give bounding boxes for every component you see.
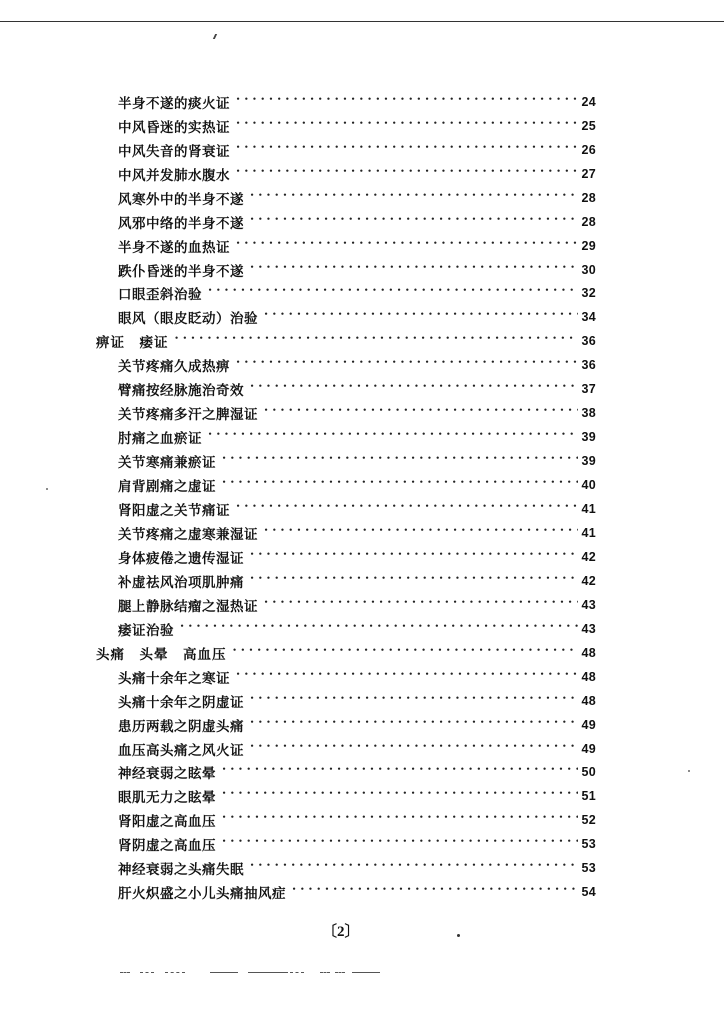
toc-entry (118, 785, 596, 809)
toc-entry-page: 30 (581, 262, 596, 277)
toc-entry (118, 210, 596, 234)
toc-entry-page: 42 (581, 549, 596, 564)
toc-entry (118, 449, 596, 473)
toc-dot-leader (236, 671, 578, 683)
toc-entry-page: 48 (581, 693, 596, 708)
toc-dot-leader (208, 287, 578, 299)
toc-entry-page: 28 (581, 190, 596, 205)
toc-entry (118, 617, 596, 641)
toc-entry-page: 34 (581, 310, 596, 325)
toc-entry-title: 眼肌无力之眩晕 (118, 790, 216, 807)
toc-entry (118, 880, 596, 904)
toc-entry-title: 痹证 痿证 (96, 335, 169, 352)
toc-entry-page: 39 (581, 430, 596, 445)
toc-entry (118, 186, 596, 210)
bottom-scan-marks (120, 970, 400, 976)
toc-dot-leader (250, 551, 578, 563)
scan-speck (46, 488, 48, 490)
toc-section-heading (96, 641, 596, 665)
toc-entry-title: 半身不遂的血热证 (118, 239, 230, 256)
toc-entry-page: 38 (581, 406, 596, 421)
toc-entry-title: 肘痛之血瘀证 (118, 431, 202, 448)
toc-entry (118, 138, 596, 162)
toc-dot-leader (236, 120, 578, 132)
toc-entry-title: 痿证治验 (118, 622, 174, 639)
toc-dot-leader (250, 264, 578, 276)
toc-entry-page: 53 (581, 861, 596, 876)
scan-speck (688, 770, 690, 772)
toc-dot-leader (236, 144, 578, 156)
toc-entry-page: 48 (581, 645, 596, 660)
toc-dot-leader (222, 814, 578, 826)
toc-entry-title: 头痛十余年之阴虚证 (118, 694, 244, 711)
toc-entry (118, 306, 596, 330)
toc-entry-page: 28 (581, 214, 596, 229)
toc-entry-page: 48 (581, 669, 596, 684)
toc-dot-leader (208, 431, 578, 443)
toc-entry-page: 36 (581, 334, 596, 349)
toc-dot-leader (222, 766, 578, 778)
toc-entry-page: 36 (581, 358, 596, 373)
toc-dot-leader (250, 719, 578, 731)
toc-entry (118, 545, 596, 569)
toc-entry-page: 24 (581, 94, 596, 109)
toc-entry (118, 377, 596, 401)
scan-mark (213, 34, 217, 39)
toc-entry-title: 肩背剧痛之虚证 (118, 479, 216, 496)
toc-dot-leader (236, 503, 578, 515)
table-of-contents (0, 90, 724, 912)
toc-entry-page: 43 (581, 597, 596, 612)
toc-entry-page: 52 (581, 813, 596, 828)
toc-entry-title: 关节疼痛久成热痹 (118, 359, 230, 376)
toc-entry (118, 809, 596, 833)
toc-dot-leader (233, 647, 579, 659)
toc-entry-page: 37 (581, 382, 596, 397)
toc-dot-leader (222, 479, 578, 491)
toc-entry-page: 32 (581, 286, 596, 301)
toc-entry-title: 中风并发肺水腹水 (118, 167, 230, 184)
toc-entry-page: 29 (581, 238, 596, 253)
toc-entry-title: 眼风（眼皮眨动）治验 (118, 311, 258, 328)
toc-dot-leader (250, 862, 578, 874)
toc-entry (118, 737, 596, 761)
toc-entry (118, 521, 596, 545)
toc-entry (118, 114, 596, 138)
toc-entry (118, 234, 596, 258)
toc-dot-leader (292, 886, 578, 898)
toc-dot-leader (222, 790, 578, 802)
toc-entry (118, 473, 596, 497)
toc-dot-leader (236, 96, 578, 108)
toc-entry-page: 25 (581, 118, 596, 133)
toc-entry-page: 40 (581, 478, 596, 493)
toc-entry-page: 41 (581, 502, 596, 517)
toc-dot-leader (236, 168, 578, 180)
toc-entry (118, 401, 596, 425)
toc-dot-leader (222, 455, 578, 467)
toc-entry-page: 51 (581, 789, 596, 804)
toc-dot-leader (222, 838, 578, 850)
toc-entry-title: 中风失音的肾衰证 (118, 143, 230, 160)
toc-entry-page: 39 (581, 454, 596, 469)
toc-entry (118, 425, 596, 449)
toc-entry (118, 282, 596, 306)
toc-entry-title: 头痛 头晕 高血压 (96, 646, 227, 663)
toc-dot-leader (180, 623, 578, 635)
toc-dot-leader (250, 695, 578, 707)
toc-entry-title: 神经衰弱之眩晕 (118, 766, 216, 783)
toc-dot-leader (264, 599, 578, 611)
toc-section-heading (96, 330, 596, 354)
toc-entry-title: 神经衰弱之头痛失眠 (118, 862, 244, 879)
toc-entry-title: 肝火炽盛之小儿头痛抽风症 (118, 886, 286, 903)
toc-entry-title: 肾阴虚之高血压 (118, 838, 216, 855)
toc-entry-page: 50 (581, 765, 596, 780)
toc-entry (118, 593, 596, 617)
toc-entry (118, 856, 596, 880)
toc-entry-page: 49 (581, 741, 596, 756)
toc-entry (118, 665, 596, 689)
toc-dot-leader (250, 743, 578, 755)
toc-entry-page: 42 (581, 573, 596, 588)
toc-entry-title: 风寒外中的半身不遂 (118, 191, 244, 208)
scan-speck (457, 934, 460, 937)
toc-entry-page: 27 (581, 166, 596, 181)
toc-entry-title: 身体疲倦之遗传湿证 (118, 550, 244, 567)
toc-entry (118, 832, 596, 856)
toc-entry-title: 肾阳虚之高血压 (118, 814, 216, 831)
toc-dot-leader (264, 407, 578, 419)
toc-entry-title: 肾阳虚之关节痛证 (118, 503, 230, 520)
top-rule (0, 21, 724, 22)
toc-entry (118, 689, 596, 713)
toc-entry (118, 162, 596, 186)
toc-entry-page: 41 (581, 525, 596, 540)
toc-entry-page: 43 (581, 621, 596, 636)
toc-entry-title: 腿上静脉结瘤之湿热证 (118, 598, 258, 615)
toc-entry-page: 49 (581, 717, 596, 732)
toc-dot-leader (250, 383, 578, 395)
toc-dot-leader (250, 575, 578, 587)
toc-entry (118, 713, 596, 737)
toc-entry-title: 中风昏迷的实热证 (118, 119, 230, 136)
toc-entry-title: 关节疼痛之虚寒兼湿证 (118, 526, 258, 543)
toc-entry-title: 口眼歪斜治验 (118, 287, 202, 304)
toc-entry (118, 761, 596, 785)
toc-entry (118, 353, 596, 377)
toc-entry (118, 90, 596, 114)
toc-dot-leader (175, 335, 579, 347)
toc-entry-title: 风邪中络的半身不遂 (118, 215, 244, 232)
toc-entry-title: 半身不遂的痰火证 (118, 95, 230, 112)
toc-entry (118, 258, 596, 282)
toc-entry-page: 26 (581, 142, 596, 157)
toc-entry-title: 血压高头痛之风火证 (118, 742, 244, 759)
toc-entry-title: 臂痛按经脉施治奇效 (118, 383, 244, 400)
page-number: 〔2〕 (322, 924, 360, 940)
toc-dot-leader (236, 359, 578, 371)
toc-entry-title: 补虚祛风治项肌肿痛 (118, 574, 244, 591)
toc-dot-leader (250, 216, 578, 228)
toc-entry (118, 569, 596, 593)
toc-entry (118, 497, 596, 521)
toc-entry-title: 患历两载之阴虚头痛 (118, 718, 244, 735)
toc-entry-title: 跌仆昏迷的半身不遂 (118, 263, 244, 280)
toc-entry-title: 头痛十余年之寒证 (118, 670, 230, 687)
toc-entry-title: 关节疼痛多汗之脾湿证 (118, 407, 258, 424)
toc-entry-title: 关节寒痛兼瘀证 (118, 455, 216, 472)
toc-entry-page: 53 (581, 837, 596, 852)
toc-dot-leader (250, 192, 578, 204)
toc-dot-leader (264, 527, 578, 539)
toc-dot-leader (264, 311, 578, 323)
toc-dot-leader (236, 240, 578, 252)
toc-entry-page: 54 (581, 885, 596, 900)
